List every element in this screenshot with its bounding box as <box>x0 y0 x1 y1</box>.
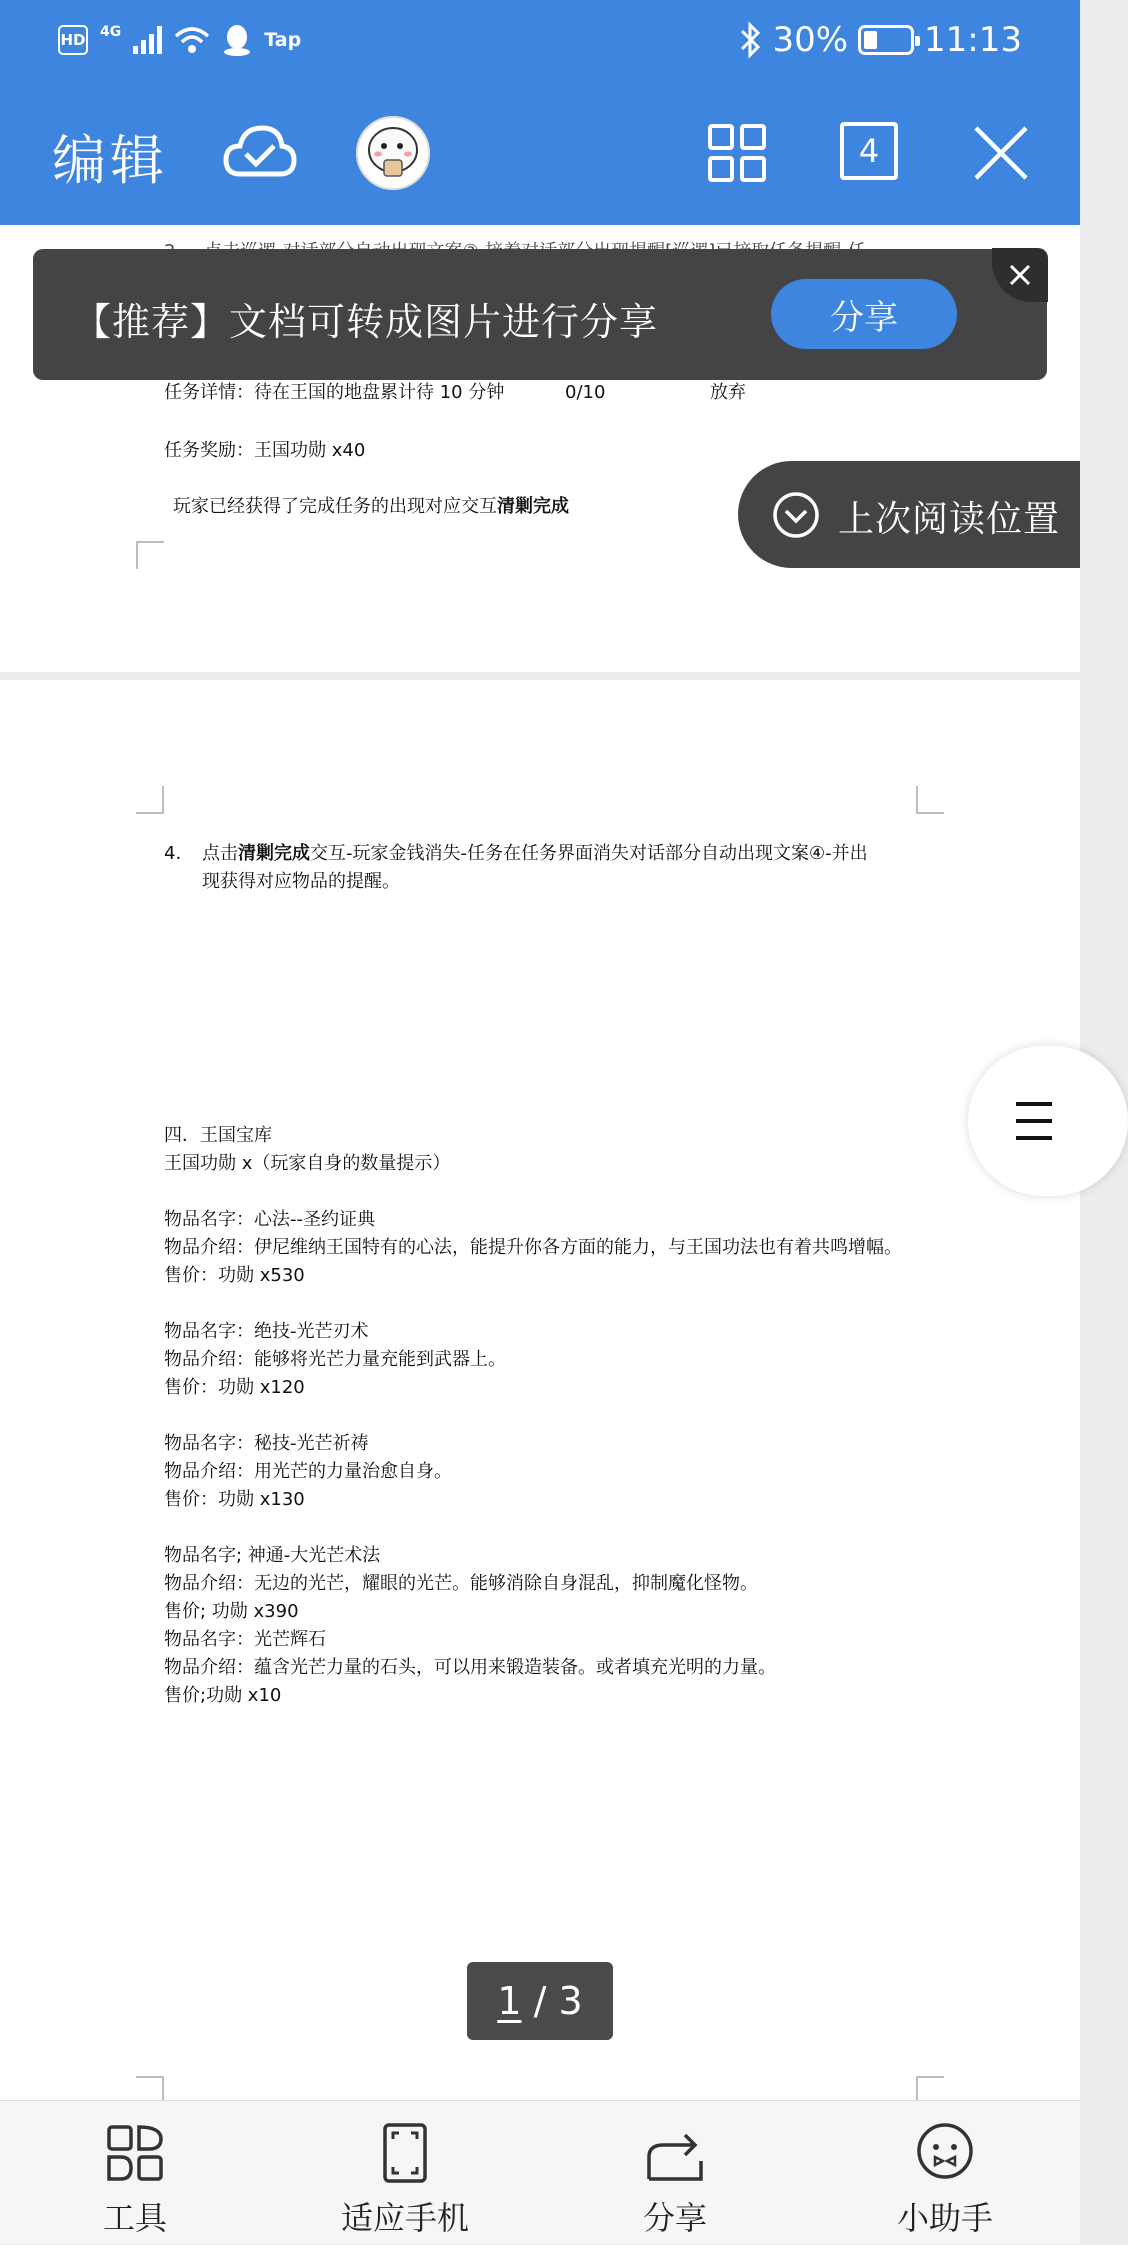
item-name: 物品名字：光芒辉石 <box>164 1629 326 1650</box>
signal-icon <box>133 26 162 54</box>
assistant-icon <box>913 2121 977 2185</box>
item-price: 售价：功勋 x130 <box>164 1489 305 1510</box>
chevron-down-circle-icon <box>772 491 820 539</box>
page-separator: / <box>521 1979 559 2023</box>
list-item-number: 4. <box>164 843 182 864</box>
item-description: 物品介绍：无边的光芒，耀眼的光芒。能够消除自身混乱，抑制魔化怪物。 <box>164 1573 758 1594</box>
status-bar <box>0 0 1080 80</box>
item-description: 物品介绍：伊尼维纳王国特有的心法，能提升你各方面的能力，与王国功法也有着共鸣增幅。 <box>164 1237 902 1258</box>
page-corner-mark <box>136 786 164 814</box>
share-button[interactable] <box>575 2101 775 2245</box>
task-progress-text: 0/10 <box>565 382 606 403</box>
tools-icon <box>103 2121 167 2185</box>
step-4-text-line2: 现获得对应物品的提醒。 <box>202 871 400 892</box>
bluetooth-icon <box>738 22 762 58</box>
task-complete-text: 玩家已经获得了完成任务的出现对应交互清剿完成 <box>173 496 569 517</box>
fit-screen-icon <box>373 2121 437 2185</box>
section-title: 四．王国宝库 <box>164 1125 272 1146</box>
battery-percent: 30% <box>772 20 849 60</box>
hd-icon: HD <box>58 25 88 55</box>
cloud-sync-icon[interactable] <box>222 122 298 182</box>
toast-close-button[interactable] <box>992 248 1048 302</box>
last-read-position-button[interactable] <box>738 461 1080 568</box>
share-recommendation-toast <box>33 249 1047 380</box>
total-pages: 3 <box>558 1979 583 2023</box>
toast-share-button[interactable]: 分享 <box>771 279 957 349</box>
step-4-text: 点击清剿完成交互-玩家金钱消失-任务在任务界面消失对话部分自动出现文案④-并出 <box>202 843 868 864</box>
item-name: 物品名字：绝技-光芒刃术 <box>164 1321 369 1342</box>
page-corner-mark <box>136 541 164 569</box>
toast-message: 【推荐】文档可转成图片进行分享 <box>73 300 659 344</box>
close-icon <box>1008 263 1032 287</box>
share-icon <box>643 2121 707 2185</box>
page-indicator[interactable] <box>467 1962 613 2040</box>
outline-menu-button[interactable] <box>968 1046 1128 1196</box>
item-description: 物品介绍：蕴含光芒力量的石头，可以用来锻造装备。或者填充光明的力量。 <box>164 1657 776 1678</box>
page-count-button[interactable]: 4 <box>840 122 898 180</box>
close-icon[interactable] <box>970 122 1032 184</box>
task-detail-text: 任务详情：待在王国的地盘累计待 10 分钟 <box>164 382 505 403</box>
wifi-icon <box>174 26 210 54</box>
clock: 11:13 <box>924 20 1022 60</box>
item-price: 售价;功勋 x10 <box>164 1685 282 1706</box>
task-abandon-text: 放弃 <box>710 382 746 403</box>
qq-icon <box>222 23 252 57</box>
item-name: 物品名字：心法--圣约证典 <box>164 1209 375 1230</box>
network-type: 4G <box>100 24 122 40</box>
tools-button[interactable] <box>35 2101 235 2245</box>
edit-button[interactable]: 编辑 <box>52 129 168 192</box>
fit-phone-button[interactable] <box>305 2101 505 2245</box>
battery-icon <box>858 25 914 55</box>
item-name: 物品名字：秘技-光芒祈祷 <box>164 1433 369 1454</box>
avatar-image <box>356 116 430 190</box>
tools-label: 工具 <box>102 2199 167 2237</box>
section-subtitle: 王国功勋 x（玩家自身的数量提示） <box>164 1153 451 1174</box>
last-read-label: 上次阅读位置 <box>838 499 1061 540</box>
item-price: 售价：功勋 x120 <box>164 1377 305 1398</box>
bottom-toolbar <box>0 2100 1080 2244</box>
item-price: 售价：功勋 x530 <box>164 1265 305 1286</box>
grid-icon[interactable] <box>706 122 768 184</box>
assistant-label: 小助手 <box>896 2199 993 2237</box>
share-label: 分享 <box>642 2199 707 2237</box>
item-description: 物品介绍：能够将光芒力量充能到武器上。 <box>164 1349 506 1370</box>
item-name: 物品名字; 神通-大光芒术法 <box>164 1545 381 1566</box>
fit-phone-label: 适应手机 <box>340 2199 469 2237</box>
task-reward-text: 任务奖励：王国功勋 x40 <box>164 440 366 461</box>
document-page <box>0 680 1080 2105</box>
item-description: 物品介绍：用光芒的力量治愈自身。 <box>164 1461 452 1482</box>
avatar[interactable] <box>356 116 430 190</box>
item-price: 售价; 功勋 x390 <box>164 1601 299 1622</box>
top-toolbar <box>0 80 1080 225</box>
tap-app-icon: Tap <box>264 29 302 51</box>
current-page: 1 <box>497 1979 522 2023</box>
assistant-button[interactable] <box>845 2101 1045 2245</box>
page-corner-mark <box>916 786 944 814</box>
